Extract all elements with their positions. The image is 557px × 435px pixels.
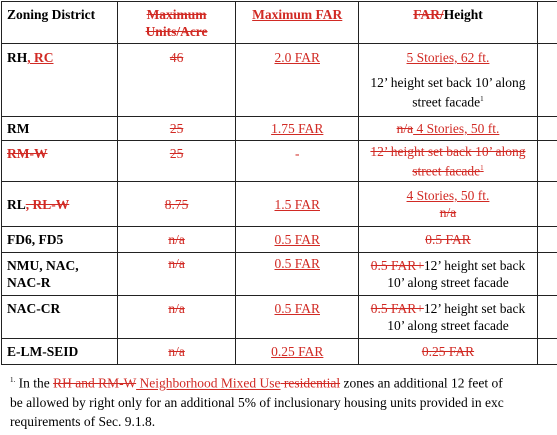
district-cell: E-LM-SEID (2, 339, 118, 365)
units-cell: 46 (117, 44, 235, 117)
far-cell: 0.5 FAR (236, 227, 359, 253)
table-row (2, 339, 557, 365)
header-height: FAR/Height (359, 2, 537, 44)
height-cell: 0.5 FAR (359, 227, 537, 253)
table-row (2, 296, 557, 339)
footnote-line-1: $^{1.}$ In the RH and RM-W Neighborhood Mixed Use residential zones an additional 12 feet of (10, 375, 503, 391)
header-row (2, 2, 557, 44)
table-row (2, 253, 557, 296)
far-cell: 1.75 FAR (236, 117, 359, 141)
height-cell: 12’ height set back 10’ along street facade$^1$ (359, 141, 537, 182)
district-cell: RM (2, 117, 118, 141)
district-cell: NAC-CR (2, 296, 118, 339)
district-cell: RH, RC (2, 44, 118, 117)
table-row (2, 141, 557, 182)
header-max-units: Maximum Units/Acre (117, 2, 235, 44)
units-cell: 25 (117, 141, 235, 182)
far-cell: 1.5 FAR (236, 182, 359, 227)
far-cell: 0.25 FAR (236, 339, 359, 365)
height-cell: 5 Stories, 62 ft. 12’ height set back 10’ along street facade$^1$ (359, 44, 537, 117)
height-cell: 0.5 FAR+12’ height set back 10’ along street facade (359, 296, 537, 339)
table-row (2, 182, 557, 227)
units-cell: n/a (117, 296, 235, 339)
table-row (2, 227, 557, 253)
district-cell: RL, RL-W (2, 182, 118, 227)
height-cell: 4 Stories, 50 ft. n/a (359, 182, 537, 227)
table-row (2, 44, 557, 117)
units-cell: 8.75 (117, 182, 235, 227)
units-cell: 25 (117, 117, 235, 141)
district-cell: RM-W (2, 141, 118, 182)
far-cell: 0.5 FAR (236, 253, 359, 296)
footnote-line-3: requirements of Sec. 9.1.8. (10, 413, 156, 429)
header-max-far: Maximum FAR (236, 2, 359, 44)
footnote-line-2: be allowed by right only for an additional 5% of inclusionary housing units provided in exc (10, 394, 504, 410)
district-cell: NMU, NAC, NAC-R (2, 253, 118, 296)
far-cell: - (236, 141, 359, 182)
footnote (10, 371, 557, 431)
units-cell: n/a (117, 253, 235, 296)
height-cell: 0.25 FAR (359, 339, 537, 365)
units-cell: n/a (117, 227, 235, 253)
height-cell: 0.5 FAR+12’ height set back 10’ along street facade (359, 253, 537, 296)
far-cell: 2.0 FAR (236, 44, 359, 117)
far-cell: 0.5 FAR (236, 296, 359, 339)
units-cell: n/a (117, 339, 235, 365)
header-zoning-district: Zoning District (2, 2, 118, 44)
table-row (2, 117, 557, 141)
zoning-table (1, 1, 557, 365)
height-cell: n/a 4 Stories, 50 ft. (359, 117, 537, 141)
district-cell: FD6, FD5 (2, 227, 118, 253)
